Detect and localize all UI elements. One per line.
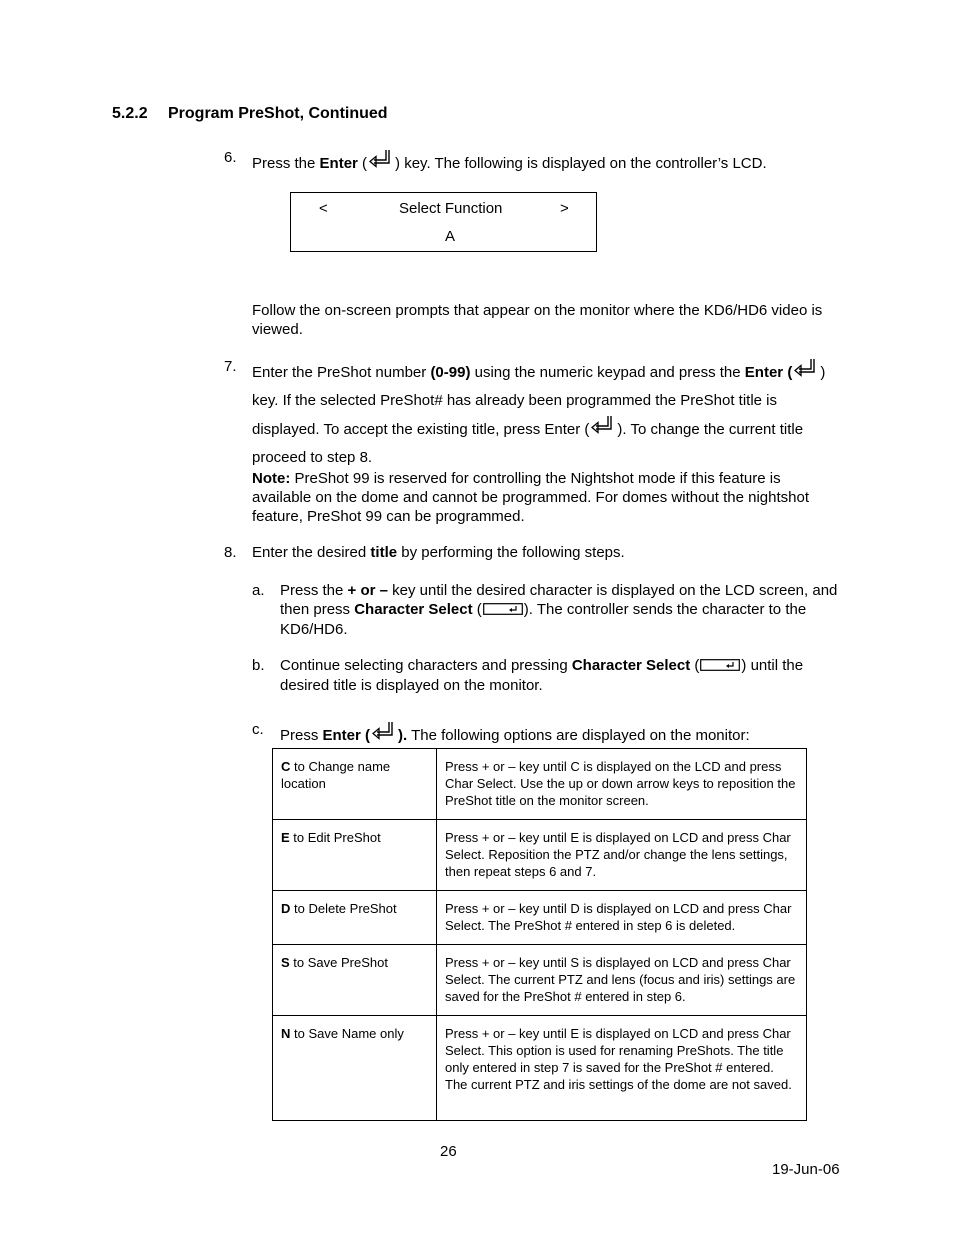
step-8-text: Enter the desired title by performing the following steps. <box>252 544 625 561</box>
substep-a-text: Press the + or – key until the desired character is displayed on the LCD screen, and then press Character Select ( ). The controller sends the character to the KD6/HD6. <box>280 582 838 638</box>
option-description-cell: Press + or – key until S is displayed on LCD and press Char Select. The current PTZ and lens (focus and iris) settings are saved for the PreShot # entered in step 6. <box>437 945 807 1016</box>
substep-a-label: a. <box>252 582 265 599</box>
step-7-number: 7. <box>224 358 237 375</box>
option-description-cell: Press + or – key until E is displayed on LCD and press Char Select. Reposition the PTZ and/or change the lens settings, then repeat steps 6 and 7. <box>437 820 807 891</box>
step-6-text: Press the Enter ( ) key. The following is displayed on the controller’s LCD. <box>252 148 842 175</box>
lcd-line-2: A <box>445 228 456 245</box>
table-row <box>273 945 807 1016</box>
option-description-cell: Press + or – key until D is displayed on LCD and press Char Select. The PreShot # entered in step 6 is deleted. <box>437 891 807 945</box>
char-select-icon <box>483 601 523 620</box>
note-label: Note: <box>252 470 291 487</box>
enter-icon <box>793 357 819 388</box>
lcd-left-arrow: < <box>319 200 328 217</box>
revision-date: 19-Jun-06 <box>772 1161 840 1178</box>
enter-icon <box>590 414 616 445</box>
option-name-cell: N to Save Name only <box>273 1016 437 1121</box>
step-6-number: 6. <box>224 149 237 166</box>
lcd-display <box>290 192 597 252</box>
step-7-text: Enter the PreShot number (0-99) using the numeric keypad and press the Enter ( ) key. If the selected PreShot# has already been programmed the PreShot title is displayed. To accept the existing title, press Enter ( ). To change the current title proceed to step 8. <box>252 357 842 471</box>
table-row <box>273 891 807 945</box>
enter-icon <box>371 720 397 747</box>
substep-b-label: b. <box>252 657 265 674</box>
option-name-cell: S to Save PreShot <box>273 945 437 1016</box>
section-number: 5.2.2 <box>112 105 148 122</box>
section-title: Program PreShot, Continued <box>168 105 388 122</box>
lcd-function-text: Select Function <box>399 200 503 217</box>
options-table <box>272 748 807 1121</box>
table-row <box>273 1016 807 1121</box>
option-name-cell: C to Change name location <box>273 749 437 820</box>
table-row <box>273 820 807 891</box>
section-heading <box>112 104 388 123</box>
substep-c-label: c. <box>252 721 264 738</box>
option-name-cell: E to Edit PreShot <box>273 820 437 891</box>
substep-b-text: Continue selecting characters and pressing Character Select ( ) until the desired title is displayed on the monitor. <box>280 657 804 694</box>
char-select-icon <box>700 657 740 676</box>
step-8-number: 8. <box>224 544 237 561</box>
option-description-cell: Press + or – key until E is displayed on LCD and press Char Select. This option is used for renaming PreShots. The title only entered in step 7 is saved for the PreShot # entered. The current PTZ and iris settings of the dome are not saved. <box>437 1016 807 1121</box>
follow-prompts-text: Follow the on-screen prompts that appear on the monitor where the KD6/HD6 video is viewed. <box>252 302 823 338</box>
option-description-cell: Press + or – key until C is displayed on the LCD and press Char Select. Use the up or down arrow keys to reposition the PreShot title on the monitor screen. <box>437 749 807 820</box>
note-paragraph: Note: PreShot 99 is reserved for controlling the Nightshot mode if this feature is available on the dome and cannot be programmed. For domes without the nightshot feature, PreShot 99 can be programmed. <box>252 470 810 525</box>
table-row <box>273 749 807 820</box>
substep-c-text: Press Enter ( ). The following options are displayed on the monitor: <box>280 720 842 747</box>
page-number: 26 <box>440 1143 457 1160</box>
enter-icon <box>368 148 394 175</box>
lcd-right-arrow: > <box>560 200 569 217</box>
option-name-cell: D to Delete PreShot <box>273 891 437 945</box>
